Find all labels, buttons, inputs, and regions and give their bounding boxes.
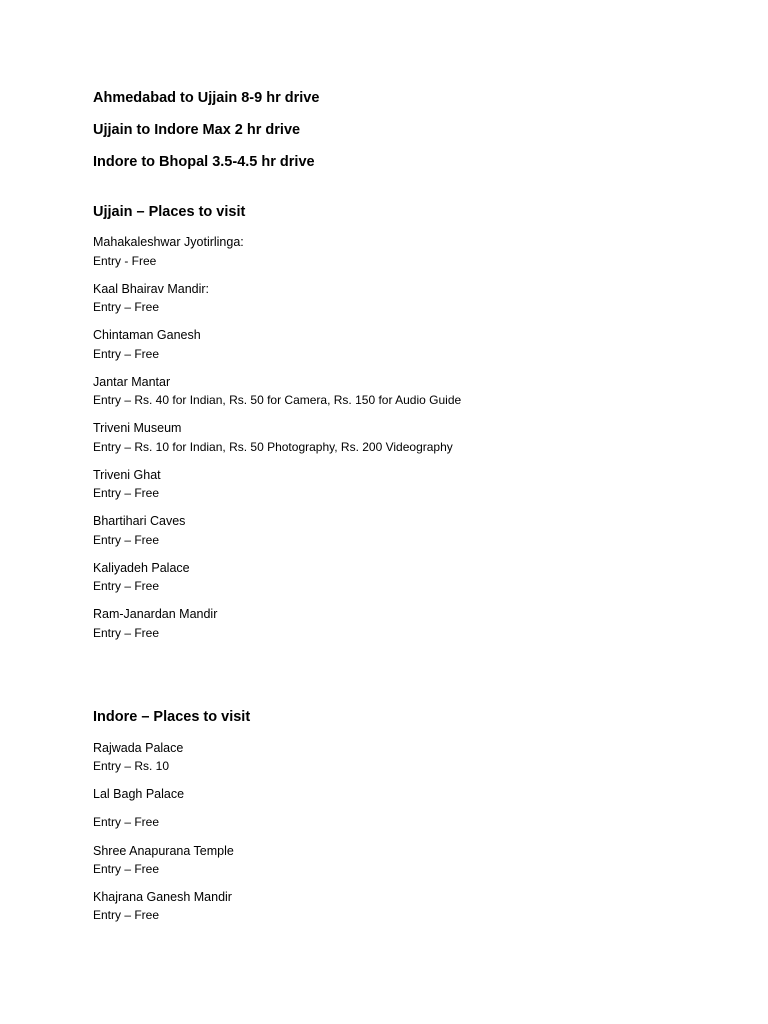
route-ujjain-indore: Ujjain to Indore Max 2 hr drive: [93, 122, 301, 138]
place-entry: Entry – Free: [93, 815, 160, 829]
place-name: Rajwada Palace: [93, 741, 184, 755]
route-ahmedabad-ujjain: Ahmedabad to Ujjain 8-9 hr drive: [93, 90, 320, 106]
route-indore-bhopal: Indore to Bhopal 3.5-4.5 hr drive: [93, 154, 315, 170]
place-name: Bhartihari Caves: [93, 514, 186, 528]
place-entry: Entry – Rs. 40 for Indian, Rs. 50 for Camera, Rs. 150 for Audio Guide: [93, 393, 462, 407]
place-entry: Entry – Free: [93, 579, 160, 593]
place-entry: Entry – Free: [93, 533, 160, 547]
place-name: Jantar Mantar: [93, 375, 171, 389]
place-name: Triveni Ghat: [93, 468, 161, 482]
document-page: [93, 0, 713, 1024]
place-name: Lal Bagh Palace: [93, 787, 185, 801]
place-entry: Entry – Free: [93, 486, 160, 500]
place-name: Triveni Museum: [93, 421, 182, 435]
place-entry: Entry – Free: [93, 862, 160, 876]
place-name: Kaliyadeh Palace: [93, 561, 190, 575]
place-entry: Entry – Free: [93, 908, 160, 922]
place-name: Kaal Bhairav Mandir:: [93, 282, 210, 296]
place-entry: Entry - Free: [93, 254, 157, 268]
place-name: Mahakaleshwar Jyotirlinga:: [93, 235, 244, 249]
place-name: Chintaman Ganesh: [93, 328, 201, 342]
place-entry: Entry – Rs. 10 for Indian, Rs. 50 Photography, Rs. 200 Videography: [93, 440, 453, 454]
ujjain-heading: Ujjain – Places to visit: [93, 204, 246, 220]
place-name: Ram-Janardan Mandir: [93, 607, 218, 621]
place-name: Khajrana Ganesh Mandir: [93, 890, 232, 904]
place-entry: Entry – Rs. 10: [93, 759, 170, 773]
place-entry: Entry – Free: [93, 347, 160, 361]
place-name: Shree Anapurana Temple: [93, 844, 234, 858]
indore-heading: Indore – Places to visit: [93, 709, 251, 725]
place-entry: Entry – Free: [93, 300, 160, 314]
place-entry: Entry – Free: [93, 626, 160, 640]
